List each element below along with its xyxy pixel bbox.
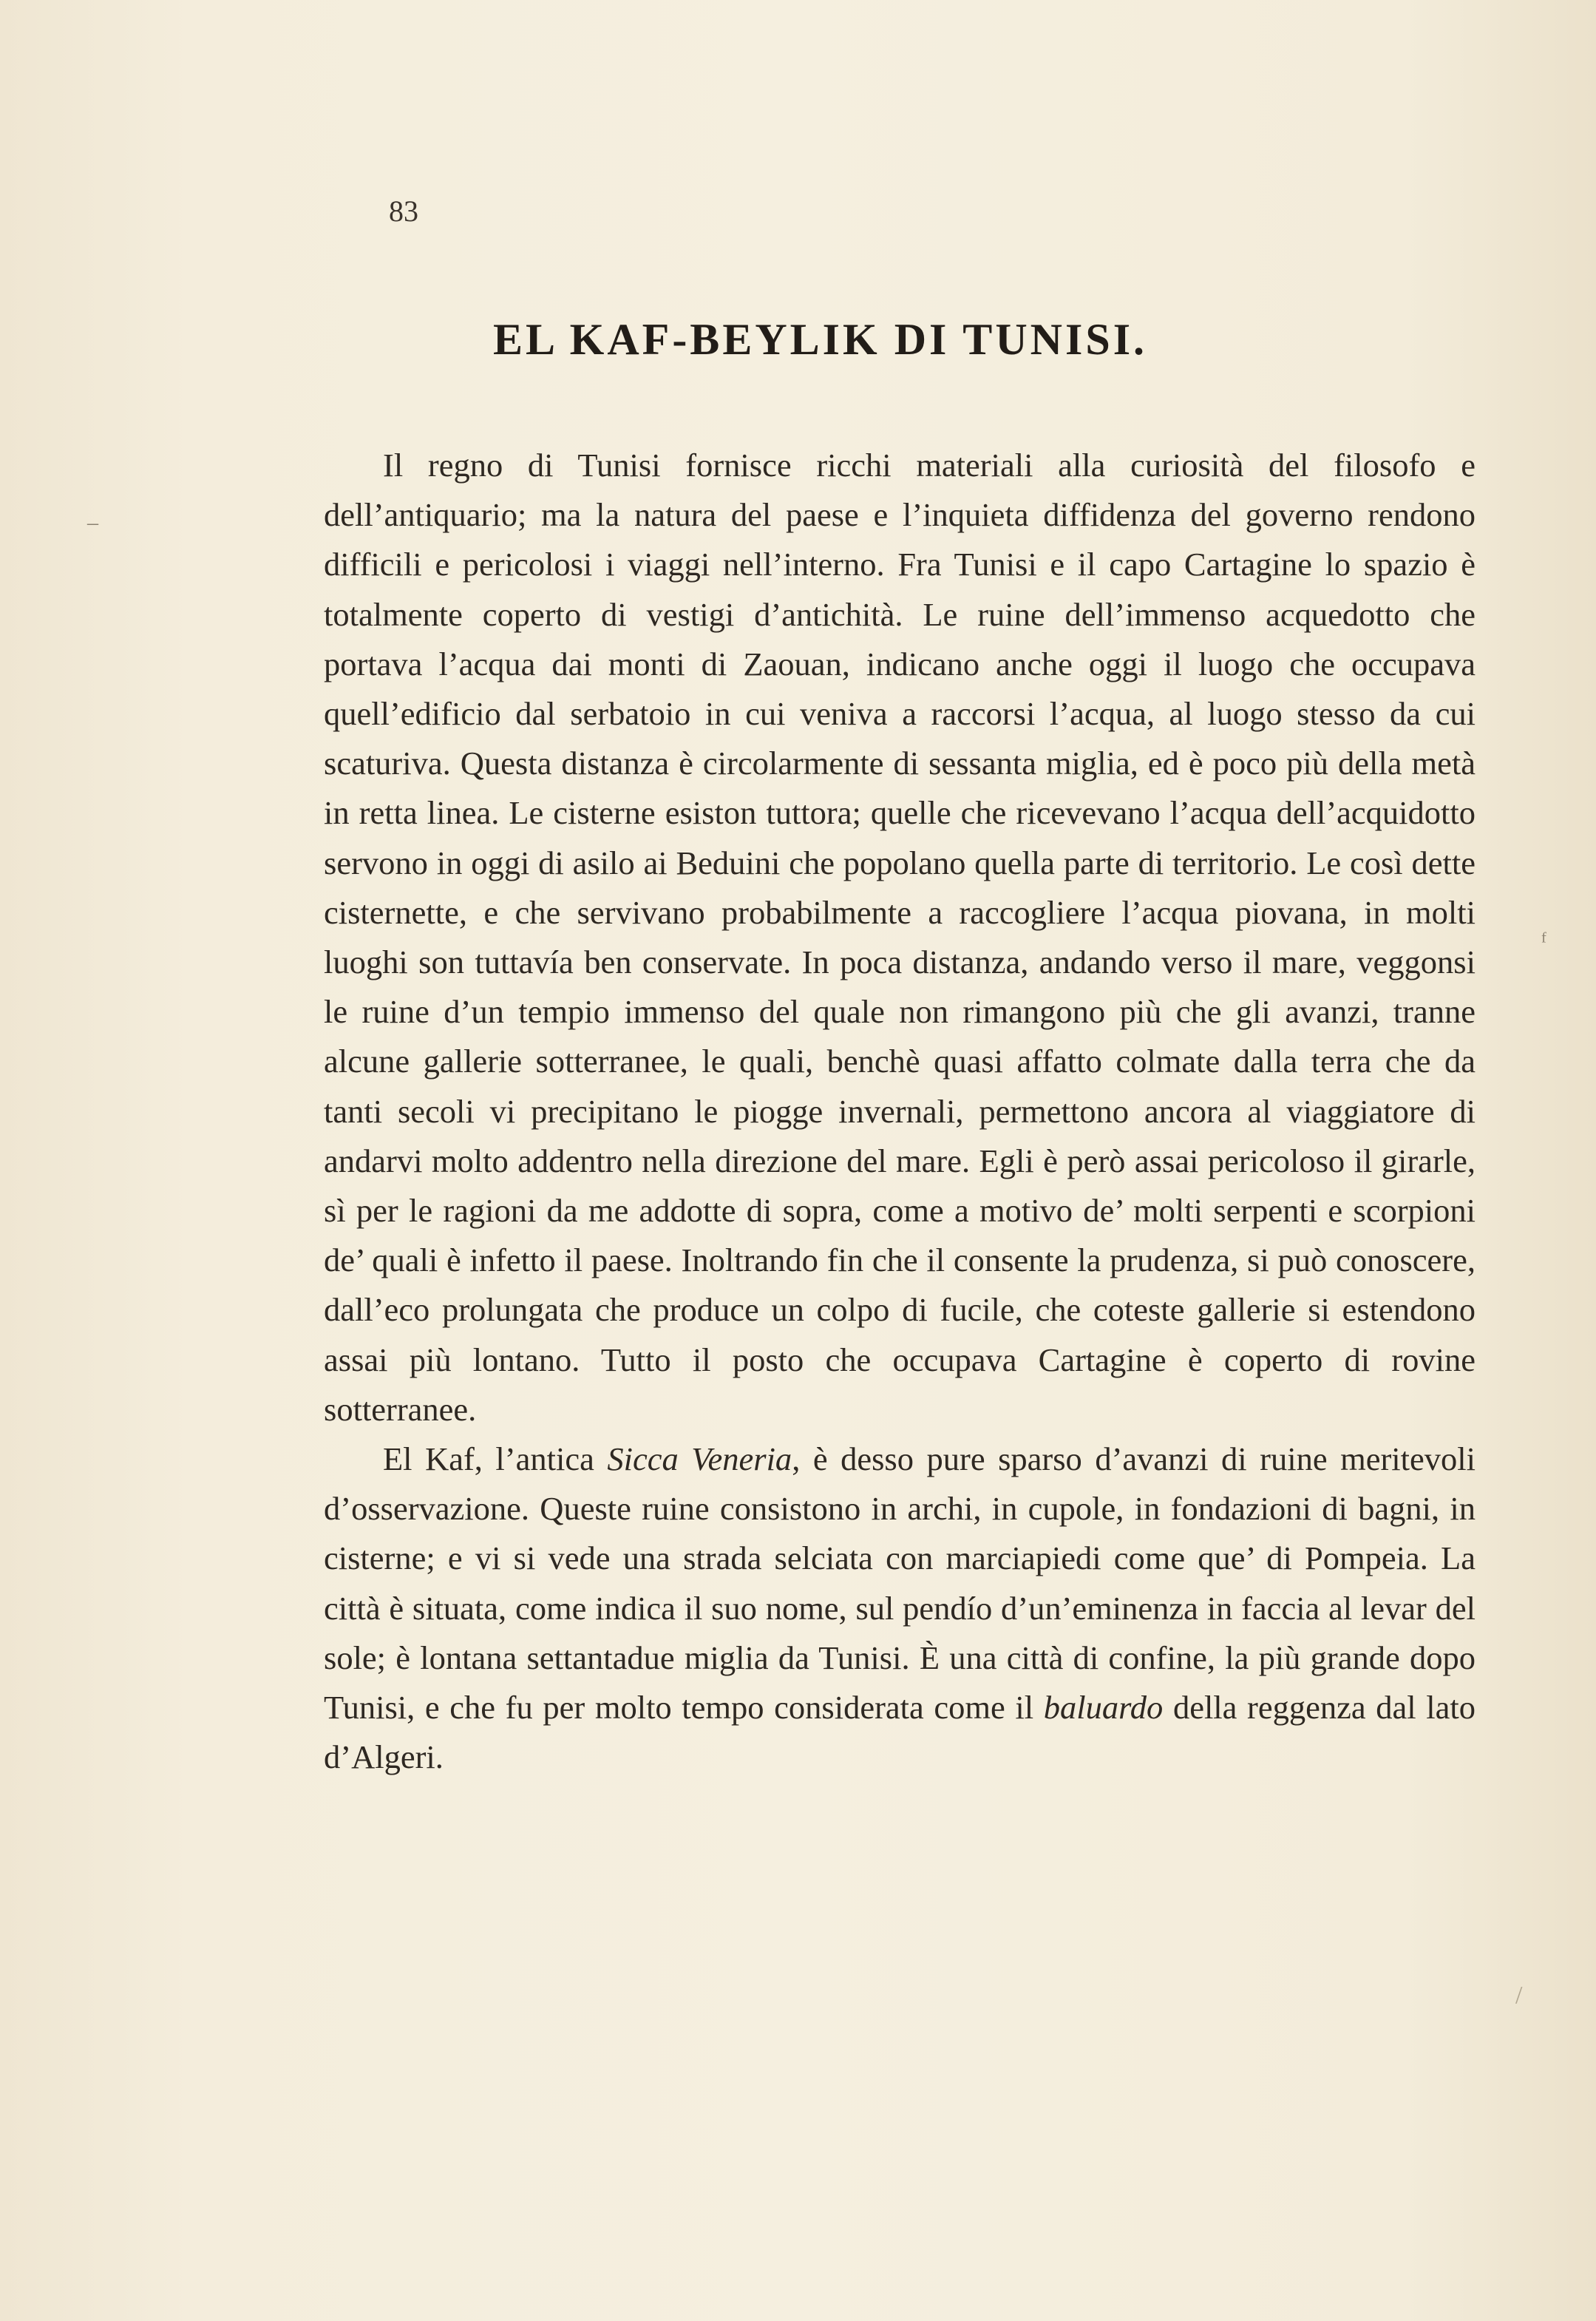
- margin-mark-left: ‒: [87, 510, 98, 535]
- page-number: 83: [389, 194, 418, 228]
- margin-mark-right: ᶠ: [1541, 928, 1547, 955]
- paragraph-2-text-b: , è desso pure sparso d’avanzi di ruine meritevoli d’osservazione. Queste ruine consistono in archi, in cupole, in fondazioni di bagni, in cisterne; e vi si vede una strada selciata con marciapiedi come que’ di Pompeia. La città è situata, come indica il suo nome, sul pendío d’un’eminenza in faccia al levar del sole; è lontana settantadue miglia da Tunisi. È una città di confine, la più grande dopo Tunisi, e che fu per molto tempo considerata come il: [324, 1440, 1476, 1727]
- chapter-title: EL KAF-BEYLIK DI TUNISI.: [492, 315, 1148, 364]
- paragraph-1: [324, 441, 1476, 1434]
- italic-baluardo: baluardo: [1043, 1689, 1164, 1727]
- paragraph-1-text: Il regno di Tunisi fornisce ricchi materiali alla curiosità del filosofo e dell’antiquario; ma la natura del paese e l’inquieta diffidenza del governo rendono difficili e pericolosi i viaggi nell’interno. Fra Tunisi e il capo Cartagine lo spazio è totalmente coperto di vestigi d’antichità. Le ruine dell’immenso acquedotto che portava l’acqua dai monti di Zaouan, indicano anche oggi il luogo che occupava quell’edificio dal serbatoio in cui veniva a raccorsi l’acqua, al luogo stesso da cui scaturiva. Questa distanza è circolarmente di sessanta miglia, ed è poco più della metà in retta linea. Le cisterne esiston tuttora; quelle che ricevevano l’acqua dell’acquidotto servono in oggi di asilo ai Beduini che popolano quella parte di territorio. Le così dette cisternette, e che servivano probabilmente a raccogliere l’acqua piovana, in molti luoghi son tuttavía ben conservate. In poca distanza, andando verso il mare, veggonsi le ruine d’un tempio immenso del quale non rimangono più che gli avanzi, tranne alcune gallerie sotterranee, le quali, benchè quasi affatto colmate dalla terra che da tanti secoli vi precipitano le piogge invernali, permettono ancora al viaggiatore di andarvi molto addentro nella direzione del mare. Egli è però assai pericoloso il girarle, sì per le ragioni da me addotte di sopra, come a motivo de’ molti serpenti e scorpioni de’ quali è infetto il paese. Inoltrando fin che il consente la prudenza, si può conoscere, dall’eco prolungata che produce un colpo di fucile, che coteste gallerie si estendono assai più lontano. Tutto il posto che occupava Cartagine è coperto di rovine sotterranee.: [324, 447, 1476, 1428]
- paragraph-2-text-a: El Kaf, l’antica: [383, 1440, 608, 1478]
- paragraph-2-text-c: della reggenza dal lato d’Algeri.: [324, 1689, 1476, 1776]
- body-text: [324, 441, 1476, 1782]
- italic-sicca-veneria: Sicca Veneria: [607, 1440, 792, 1478]
- paragraph-2: [324, 1434, 1476, 1782]
- margin-mark-slash: /: [1515, 1982, 1523, 2009]
